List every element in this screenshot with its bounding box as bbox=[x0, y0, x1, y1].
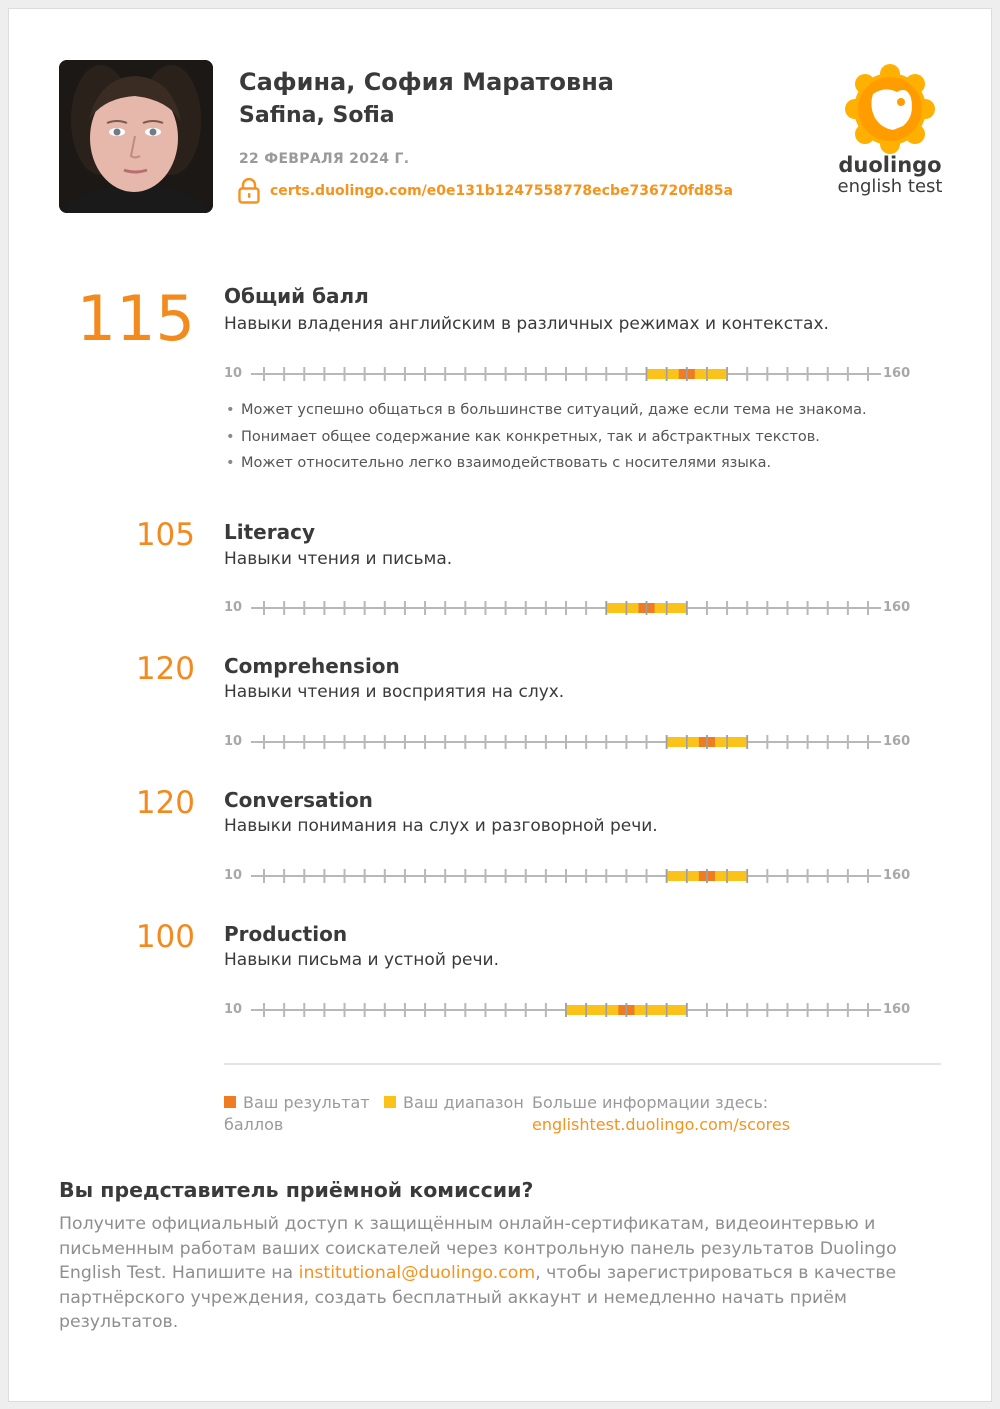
duolingo-badge-icon bbox=[845, 64, 935, 154]
conversation-score-bar bbox=[251, 864, 881, 888]
production-score-bar bbox=[251, 998, 881, 1022]
descriptor-item: • Может относительно легко взаимодействовать с носителями языка. bbox=[224, 450, 867, 477]
overall-title: Общий балл bbox=[224, 284, 369, 308]
institution-text-after: , чтобы зарегистрироваться в качестве партнёрского учреждения, создать бесплатный аккаунт и немедленно начать приём результатов. bbox=[59, 1263, 897, 1333]
scale-min-label: 10 bbox=[224, 734, 243, 749]
certificate-link-row bbox=[237, 177, 733, 205]
scale-min-label: 10 bbox=[224, 1002, 243, 1017]
conversation-scale bbox=[224, 864, 924, 888]
certificate-link[interactable]: certs.duolingo.com/e0e131b1247558778ecbe736720fd85a bbox=[270, 183, 733, 199]
literacy-title: Literacy bbox=[224, 520, 315, 544]
institution-text-before: Получите официальный доступ к защищённым онлайн-сертификатам, видеоинтервью и письменным работам ваших соискателей через контрольную панель результатов Duolingo English Test. Напишите на bbox=[59, 1214, 897, 1284]
scale-max-label: 160 bbox=[883, 868, 911, 883]
institution-heading: Вы представитель приёмной комиссии? bbox=[59, 1178, 534, 1202]
overall-score: 115 bbox=[76, 282, 195, 355]
candidate-photo bbox=[59, 60, 213, 213]
production-title: Production bbox=[224, 922, 348, 946]
duolingo-logo bbox=[836, 64, 944, 198]
score-swatch-icon bbox=[224, 1096, 236, 1108]
descriptor-item: • Может успешно общаться в большинстве ситуаций, даже если тема не знакома. bbox=[224, 397, 867, 424]
range-swatch-icon bbox=[384, 1096, 396, 1108]
scale-max-label: 160 bbox=[883, 1002, 911, 1017]
lock-icon bbox=[237, 178, 261, 204]
overall-scale bbox=[224, 362, 924, 386]
legend-your-score bbox=[224, 1092, 379, 1136]
legend-more-info bbox=[532, 1092, 790, 1136]
scale-min-label: 10 bbox=[224, 600, 243, 615]
institution-body bbox=[59, 1212, 939, 1335]
conversation-title: Conversation bbox=[224, 788, 373, 812]
scale-max-label: 160 bbox=[883, 600, 911, 615]
comprehension-scale bbox=[224, 730, 924, 754]
legend-your-range bbox=[384, 1092, 524, 1114]
institution-email-link[interactable]: institutional@duolingo.com bbox=[298, 1263, 536, 1284]
scale-max-label: 160 bbox=[883, 366, 911, 381]
candidate-name-en: Safina, Sofia bbox=[239, 103, 395, 128]
legend-range-label: Ваш диапазон bbox=[403, 1093, 524, 1112]
literacy-score-bar bbox=[251, 596, 881, 620]
production-score: 100 bbox=[135, 919, 195, 955]
more-info-link[interactable]: englishtest.duolingo.com/scores bbox=[532, 1115, 791, 1134]
scale-min-label: 10 bbox=[224, 868, 243, 883]
scale-min-label: 10 bbox=[224, 366, 243, 381]
descriptor-item: • Понимает общее содержание как конкретных, так и абстрактных текстов. bbox=[224, 424, 867, 451]
overall-score-bar bbox=[251, 362, 881, 386]
conversation-score: 120 bbox=[135, 785, 195, 821]
comprehension-score-bar bbox=[251, 730, 881, 754]
production-scale bbox=[224, 998, 924, 1022]
production-description: Навыки письма и устной речи. bbox=[224, 950, 500, 970]
candidate-name-ru: Сафина, София Маратовна bbox=[239, 68, 614, 96]
logo-brand: duolingo bbox=[838, 153, 942, 177]
comprehension-score: 120 bbox=[135, 651, 195, 687]
literacy-scale bbox=[224, 596, 924, 620]
overall-descriptors bbox=[224, 397, 867, 477]
literacy-score: 105 bbox=[135, 517, 195, 553]
literacy-description: Навыки чтения и письма. bbox=[224, 549, 453, 569]
logo-subtitle: english test bbox=[837, 176, 943, 197]
scale-max-label: 160 bbox=[883, 734, 911, 749]
test-date: 22 ФЕВРАЛЯ 2024 Г. bbox=[239, 151, 410, 167]
comprehension-description: Навыки чтения и восприятия на слух. bbox=[224, 682, 565, 702]
conversation-description: Навыки понимания на слух и разговорной речи. bbox=[224, 816, 658, 836]
legend-divider bbox=[224, 1063, 941, 1065]
comprehension-title: Comprehension bbox=[224, 654, 400, 678]
more-info-label: Больше информации здесь: bbox=[532, 1093, 769, 1112]
legend-score-label: Ваш результат баллов bbox=[224, 1093, 370, 1134]
overall-description: Навыки владения английским в различных режимах и контекстах. bbox=[224, 314, 829, 334]
